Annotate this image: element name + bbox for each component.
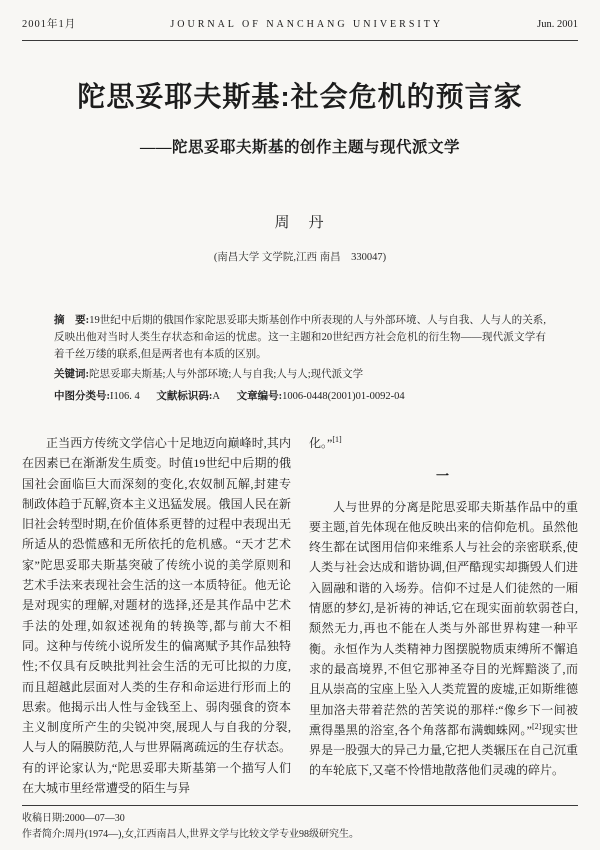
left-column — [22, 433, 291, 798]
author-bio: 作者简介:周丹(1974—),女,江西南昌人,世界文学与比较文学专业98级研究生。 — [22, 828, 359, 840]
right-paragraph-part1: 人与世界的分离是陀思妥耶夫斯基作品中的重要主题,首先体现在他反映出来的信仰危机。虽然他终生都在试图用信仰来维系人与社会的亲密联系,使人类与社会达成和谐协调,但严酷现实却撕毁人们进入圆融和谐的入场券。信仰不过是人们徒然的一厢情愿的梦幻,是祈祷的神话,它在现实面前软弱苍白,颓然无力,再也不能在人类与外部世界构建一种平衡。永恒作为人类精神力图摆脱物质束缚所不懈追求的最高境界,不但它那神圣夺目的光辉黯淡了,而且从崇高的宝座上坠入人类荒置的废墟,正如斯维德里加洛夫带着茫然的苦笑说的那样:“像乡下一间被熏得墨黑的浴室,各个角落都布满蜘蛛网。” — [309, 499, 578, 737]
doc-code — [156, 391, 220, 402]
right-column — [309, 433, 578, 798]
footnote-block — [22, 805, 578, 842]
body-paragraph-left: 正当西方传统文学信心十足地迈向巅峰时,其内在因素已在渐渐发生质变。时值19世纪中后期的俄国社会面临巨大而深刻的变化,农奴制瓦解,封建专制政体趋于瓦解,资本主义迅猛发展。俄国人民在新旧社会转型时期,在价值体系更替的过程中表现出无所适从的恐慌感和无所依托的危机感。“天才艺术家”陀思妥耶夫斯基突破了传统小说的美学原则和艺术手法来表现社会生活的这一本质特征。他无论是对现实的理解,对题材的选择,还是其作品中艺术手法的处理,如叙述视角的转换等,都与前大不相同。这种与传统小说所发生的偏离赋予其作品独特性;不仅具有反映批判社会生活的无可比拟的力度,而且超越此层面对人类的生存和命运进行形而上的思索。他揭示出人性与金钱至上、弱肉强食的资本主义制度所产生的尖锐冲突,展现人与自我的分裂,人与人的隔膜防范,人与世界隔离疏远的生存状态。有的评论家认为,“陀思妥耶夫斯基第一个描写人们在大城市里经常遭受的陌生与异 — [22, 436, 291, 796]
clc-number — [54, 391, 140, 402]
author-affiliation: (南昌大学 文学院,江西 南昌 330047) — [213, 252, 387, 263]
author-name: 周 丹 — [274, 215, 326, 231]
clc-label: 中图分类号: — [54, 391, 110, 402]
abstract — [54, 312, 546, 363]
keywords-label: 关键词: — [54, 369, 89, 380]
article-subtitle: ——陀思妥耶夫斯基的创作主题与现代派文学 — [139, 139, 460, 156]
issue-date-en: Jun. 2001 — [537, 19, 578, 30]
article-id-value: 1006-0448(2001)01-0092-04 — [282, 391, 405, 402]
clc-value: I106. 4 — [110, 391, 140, 402]
received-date: 收稿日期:2000—07—30 — [22, 813, 125, 824]
abstract-label: 摘 要: — [54, 315, 90, 326]
article-body — [22, 433, 578, 798]
header-divider — [22, 40, 578, 41]
journal-name-en: JOURNAL OF NANCHANG UNIVERSITY — [170, 19, 444, 30]
citation-2-marker: [2] — [531, 721, 542, 731]
abstract-text: 19世纪中后期的俄国作家陀思妥耶夫斯基创作中所表现的人与外部环境、人与自我、人与人的关系,反映出他对当时人类生存状态和命运的忧虑。这一主题和20世纪西方社会危机的衍生物——现代派文学有着千丝万缕的联系,但是两者也有本质的区别。 — [54, 315, 546, 360]
abstract-block — [54, 312, 546, 405]
article-id — [237, 391, 405, 402]
article-id-label: 文章编号: — [236, 391, 283, 402]
carryover-fragment: 化。” — [309, 436, 333, 450]
keywords-text: 陀思妥耶夫斯基;人与外部环境;人与自我;人与人;现代派文学 — [89, 369, 364, 380]
clc-line — [54, 388, 546, 405]
journal-header — [22, 16, 578, 31]
keywords-line — [54, 366, 546, 383]
body-paragraph-right — [309, 497, 578, 781]
doc-code-label: 文献标识码: — [156, 391, 213, 402]
carryover-text — [309, 433, 578, 453]
right-paragraph-part2: 现实世界是一股强大的异己力量,它把人类辗压在自己沉重的车轮底下,又毫不怜惜地散落他们灵魂的碎片。 — [309, 722, 578, 778]
issue-date-cn: 2001年1月 — [22, 19, 77, 30]
article-title: 陀思妥耶夫斯基:社会危机的预言家 — [77, 81, 523, 112]
doc-code-value: A — [212, 391, 220, 402]
citation-1-marker: [1] — [332, 435, 342, 444]
section-heading: 一 — [435, 468, 451, 484]
